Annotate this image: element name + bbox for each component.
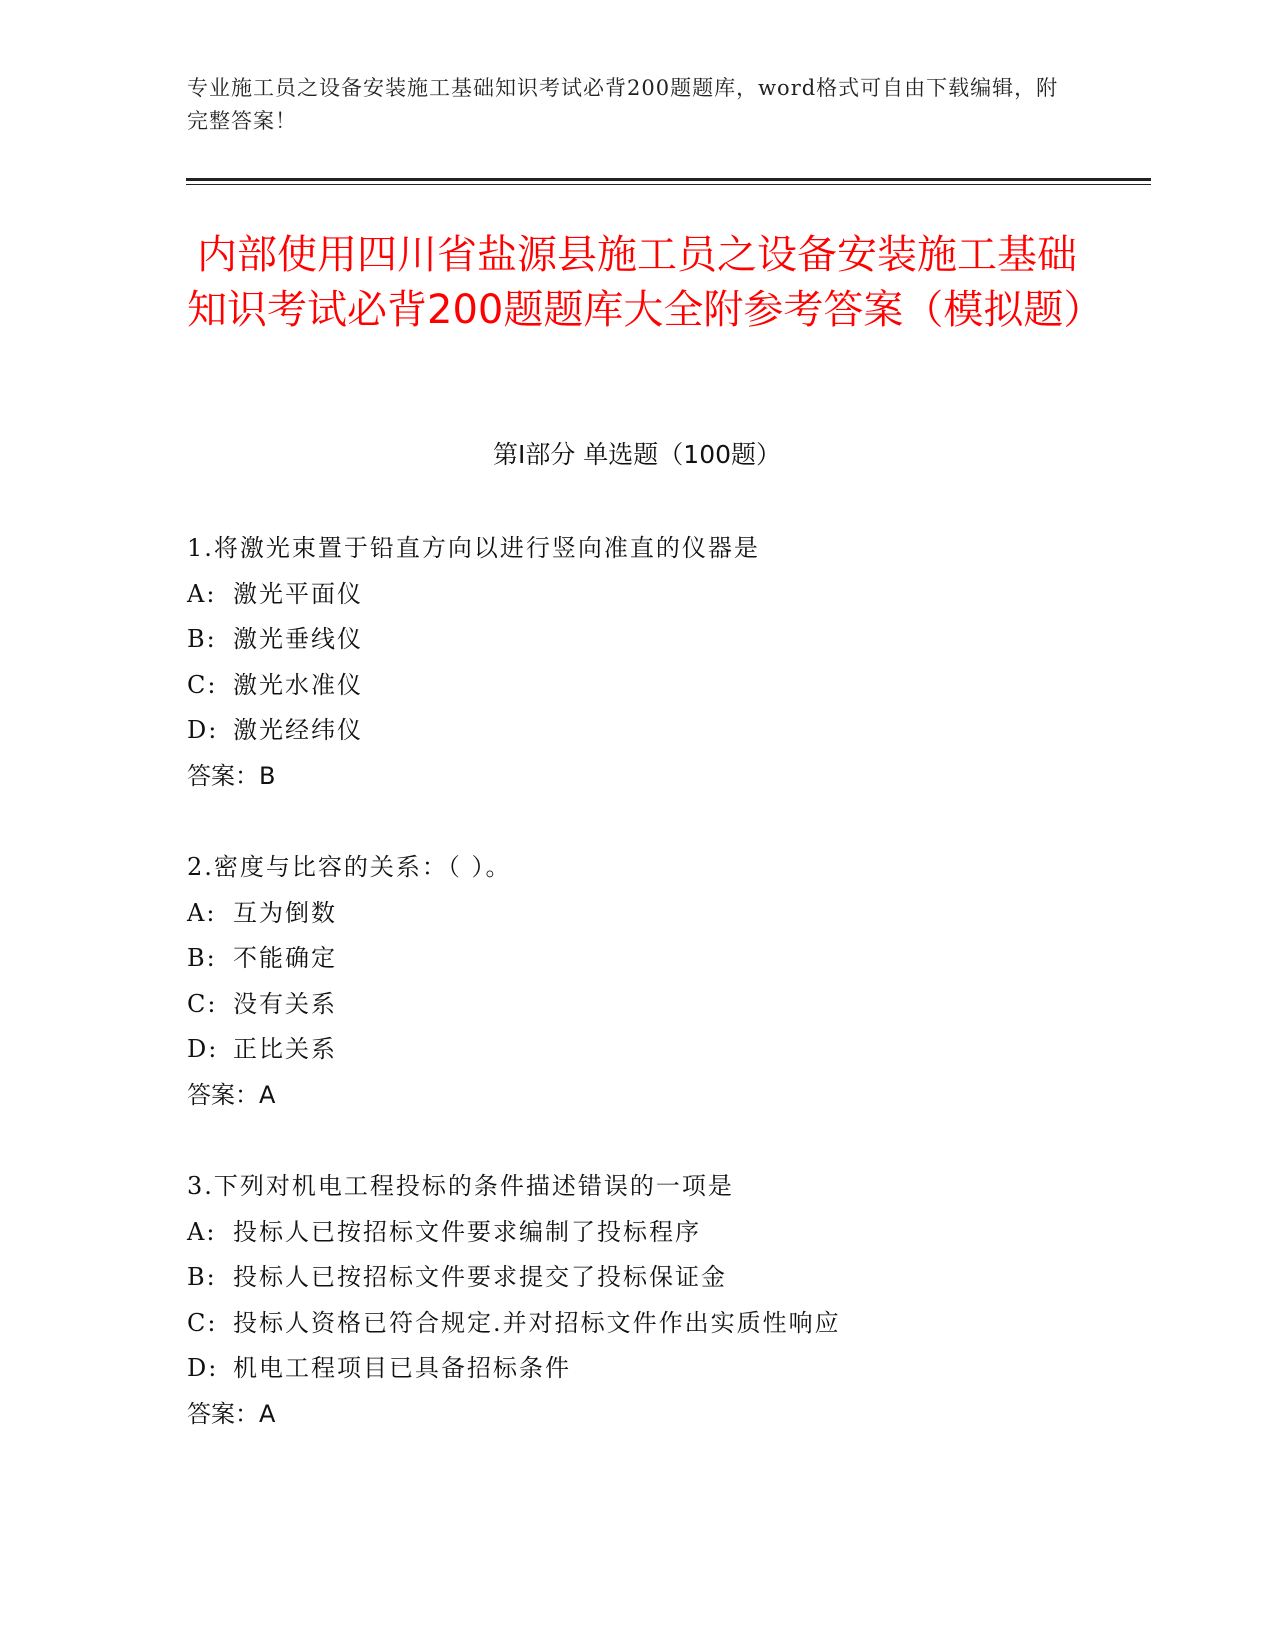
option-b (187, 1255, 1107, 1301)
answer-value: A (259, 1399, 276, 1428)
option-letter: C: (187, 1308, 218, 1337)
option-d (187, 1027, 1107, 1073)
option-text: 激光平面仪 (233, 579, 363, 608)
answer-label: 答案： (187, 761, 259, 790)
section-heading: 第Ⅰ部分 单选题（100题） (492, 440, 782, 469)
option-c (187, 982, 1107, 1028)
option-text: 不能确定 (233, 944, 337, 972)
question-stem: 3.下列对机电工程投标的条件描述错误的一项是 (187, 1172, 734, 1200)
option-letter: A: (187, 579, 217, 608)
option-text: 激光垂线仪 (233, 625, 363, 653)
header-note: 专业施工员之设备安装施工基础知识考试必背200题题库，word格式可自由下载编辑，附完整答案！ (187, 76, 1059, 133)
header-rule-thick (186, 178, 1151, 181)
option-text: 激光经纬仪 (233, 716, 363, 744)
option-text: 互为倒数 (233, 898, 337, 927)
option-text: 正比关系 (233, 1035, 337, 1063)
question-3 (187, 1164, 1107, 1437)
option-a (187, 1210, 1107, 1256)
option-letter: C: (187, 989, 218, 1018)
option-letter: B: (187, 1263, 217, 1291)
answer-label: 答案： (187, 1399, 259, 1428)
option-letter: B: (187, 625, 217, 653)
question-stem: 1.将激光束置于铅直方向以进行竖向准直的仪器是 (187, 534, 760, 562)
option-text: 投标人已按招标文件要求提交了投标保证金 (233, 1263, 727, 1291)
question-stem: 2.密度与比容的关系：（ ）。 (187, 853, 512, 881)
question-1 (187, 526, 1107, 799)
answer-line (187, 1392, 1107, 1438)
option-a (187, 891, 1107, 937)
answer-label: 答案： (187, 1080, 259, 1109)
header-rule-thin (186, 184, 1151, 185)
option-letter: A: (187, 898, 217, 927)
option-d (187, 1346, 1107, 1392)
option-letter: C: (187, 670, 218, 699)
option-b (187, 617, 1107, 663)
answer-value: B (259, 761, 276, 790)
option-d (187, 708, 1107, 754)
option-letter: D: (187, 716, 219, 744)
document-title: 内部使用四川省盐源县施工员之设备安装施工基础知识考试必背200题题库大全附参考答案（模拟题） (187, 232, 1104, 333)
question-2 (187, 845, 1107, 1118)
option-letter: A: (187, 1217, 217, 1246)
option-a (187, 572, 1107, 618)
option-text: 机电工程项目已具备招标条件 (233, 1354, 571, 1382)
option-b (187, 936, 1107, 982)
answer-value: A (259, 1080, 276, 1109)
answer-line (187, 1073, 1107, 1119)
option-letter: B: (187, 944, 217, 972)
answer-line (187, 754, 1107, 800)
option-text: 投标人资格已符合规定.并对招标文件作出实质性响应 (233, 1308, 841, 1337)
question-list (187, 526, 1107, 1483)
option-letter: D: (187, 1035, 219, 1063)
option-text: 没有关系 (233, 989, 337, 1018)
option-letter: D: (187, 1354, 219, 1382)
option-text: 投标人已按招标文件要求编制了投标程序 (233, 1217, 701, 1246)
option-text: 激光水准仪 (233, 670, 363, 699)
option-c (187, 1301, 1107, 1347)
option-c (187, 663, 1107, 709)
